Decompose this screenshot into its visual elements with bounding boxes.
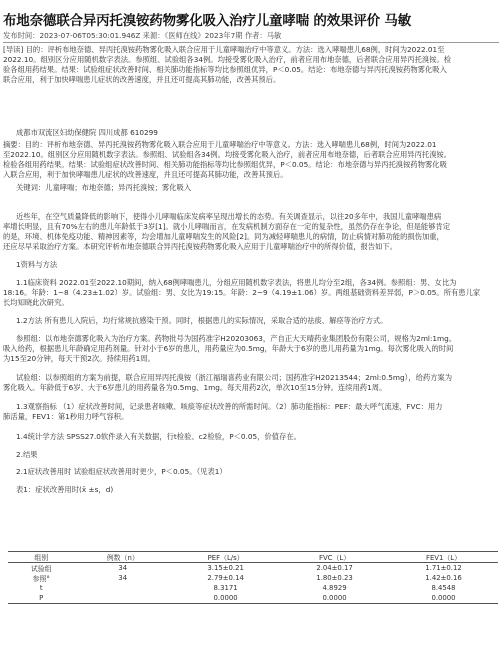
clinical-data-line: 1.1临床资料 2022.01至2022.10期间，纳入68例哮喘患儿，分组应用随机数字表法，将患儿均分至2组，各34例。参照组：男、女比为 bbox=[16, 278, 457, 287]
table-cell: 1.42±0.16 bbox=[425, 574, 462, 582]
table-header: FVC（L） bbox=[280, 552, 389, 563]
table-cell: 34 bbox=[118, 564, 128, 572]
summary-line: 检验各组用药结果。结果：试验组症状改善时间、相关肺功能指标等均比参照组优异，P＜0.05。结论：布地奈德与异丙托溴铵药物雾化吸 bbox=[3, 160, 447, 169]
table-cell: 1.71±0.12 bbox=[425, 564, 462, 572]
table-cell: 8.3171 bbox=[213, 584, 238, 592]
observation-line: 1.3观察指标 （1）症状改善时间，记录患者咳嗽、咳痰等症状改善的所需时间。（2）肺功能指标：PEF：最大呼气流速，FVC：用力 bbox=[16, 402, 443, 411]
clinical-data-line: 18:16。年龄：1~8（4.23±1.02）岁。试验组：男、女比为19:15。年龄：2~9（4.19±1.06）岁。两组基础资料差异弱，P＞0.05。所有患儿家 bbox=[3, 288, 481, 297]
keywords: 关键词：儿童哮喘；布地奈德；异丙托溴铵；雾化吸入 bbox=[16, 183, 192, 192]
control-group-line: 参照组：以布地奈德雾化吸入为治疗方案。药物批号为国药准字H20203063，产自正大天晴药业集团股份有限公司，规格为2ml:1mg。 bbox=[16, 334, 457, 343]
results-table bbox=[8, 551, 498, 604]
abstract-line: 验各组用药结果。结果：试验组症状改善时间、相关肺功能指标等均比参照组优异，P＜0.05。结论：布地奈德与异丙托溴铵药物雾化吸入 bbox=[3, 65, 447, 74]
abstract-line: 联合应用，利于加快哮喘患儿症状的改善速度，并且还可提高其肺功能，改善其预后。 bbox=[3, 75, 281, 84]
intro-line: 的是，环境、机体免疫功能、精神因素等，均会增加儿童哮喘发生的风险[2]。同为减轻哮喘患儿的病情，防止病情对肺功能的损伤加重， bbox=[3, 232, 444, 241]
summary-line: 至2022.10。组别区分应用随机数字表法。参照组、试验组各34例。均接受雾化吸入治疗，前者应用布地奈德，后者联合应用异丙托溴铵。 bbox=[3, 150, 452, 159]
results-heading: 2.结果 bbox=[16, 450, 38, 459]
table-cell: 试验组 bbox=[30, 565, 52, 573]
table-cell: t bbox=[39, 584, 43, 592]
results-line: 2.1症状改善用时 试验组症状改善用时更少，P＜0.05。（见表1） bbox=[16, 467, 227, 476]
table-header-row bbox=[8, 552, 498, 563]
abstract-line: 2022.10。组别区分应用随机数字表法。参照组、试验组各34例。均接受雾化吸入治疗，前者应用布地奈德，后者联合应用异丙托溴铵。检 bbox=[3, 55, 452, 64]
table-row bbox=[8, 573, 498, 583]
table-header: 例数（n） bbox=[74, 552, 171, 563]
table-row bbox=[8, 593, 498, 604]
table-cell: 0.0000 bbox=[389, 593, 498, 604]
table-cell: 2.04±0.17 bbox=[316, 564, 353, 572]
table-cell: 0.0000 bbox=[171, 593, 280, 604]
control-group-line: 为15至20分钟，每天干预2次。持续用药1周。 bbox=[3, 354, 155, 363]
control-group-line: 吸入给药，根据患儿年龄确定用药剂量。针对小于6岁的患儿，用药量应为0.5mg，年龄大于6岁的患儿用药量为1mg。每次雾化吸入的时间 bbox=[3, 344, 454, 353]
table-row bbox=[8, 563, 498, 574]
table-cell: 0.0000 bbox=[280, 593, 389, 604]
table-header: 组别 bbox=[8, 552, 74, 563]
intro-line: 率增长明显，且有70%左右的患儿年龄低于3岁[1]。就小儿哮喘而言，在发病机制方面存在一定的复杂性，虽然仍存在争论，但是能够肯定 bbox=[3, 222, 451, 231]
table-cell: P bbox=[8, 593, 74, 604]
table-cell: 2.79±0.14 bbox=[207, 574, 244, 582]
affiliation: 成都市双流区妇幼保健院 四川成都 610299 bbox=[16, 128, 158, 137]
clinical-data-line: 长均知晓此次研究。 bbox=[3, 298, 69, 307]
table-cell: 参照° bbox=[32, 575, 50, 583]
table-cell: 3.15±0.21 bbox=[207, 564, 244, 572]
summary-line: 入联合应用，利于加快哮喘患儿症状的改善速度，并且还可提高其肺功能，改善其预后。 bbox=[3, 170, 288, 179]
divider bbox=[3, 42, 499, 43]
section-heading: 1资料与方法 bbox=[16, 260, 58, 269]
statistics-line: 1.4统计学方法 SPSS27.0软件录入有关数据，行t检验、c2检验，P＜0.05，价值存在。 bbox=[16, 432, 301, 441]
table-cell bbox=[74, 583, 171, 593]
observation-line: 肺活量，FEV1：第1秒用力呼气容积。 bbox=[3, 412, 129, 421]
abstract-line: [导读] 目的：评析布地奈德、异丙托溴铵药物雾化吸入联合应用于儿童哮喘治疗中等意义。方法：选入哮喘患儿68例，时间为2022.01至 bbox=[3, 45, 445, 54]
table-cell bbox=[74, 593, 171, 604]
table-row bbox=[8, 583, 498, 593]
intro-line: 近些年，在空气质量降低的影响下，使得小儿哮喘临床发病率呈现出增长的态势。有关调查显示，以往20多年中，我国儿童哮喘患病 bbox=[16, 212, 442, 221]
intro-line: 还应尽早采取治疗方案。本研究评析布地奈德联合异丙托溴铵药物雾化吸入应用于儿童哮喘治疗中的所得价值，报告如下。 bbox=[3, 242, 398, 251]
test-group-line: 雾化吸入。年龄低于6岁、大于6岁患儿的用药量各为0.5mg、1mg。每天用药2次，单次10至15分钟。连续用药1周。 bbox=[3, 383, 387, 392]
table-cell: 1.80±0.23 bbox=[316, 574, 353, 582]
table-header: FEV1（L） bbox=[389, 552, 498, 563]
publish-meta: 发布时间：2023-07-06T05:30:01.946Z 来源：《医师在线》2023年7期 作者：马敏 bbox=[3, 31, 282, 40]
table-caption: 表1：症状改善用时(x̄ ±s，d) bbox=[16, 485, 114, 494]
table-cell: 34 bbox=[118, 574, 128, 582]
summary-line: 摘要：目的：评析布地奈德、异丙托溴铵药物雾化吸入联合应用于儿童哮喘治疗中等意义。方法：选入哮喘患儿68例，时间为2022.01 bbox=[3, 140, 437, 149]
test-group-line: 试验组：以参照组的方案为前提，联合应用异丙托溴铵（浙江福瑞喜药业有限公司；国药准字H20213544；2ml:0.5mg），给药方案为 bbox=[16, 373, 453, 382]
table-header: PEF（L/s） bbox=[171, 552, 280, 563]
table-cell: 8.4548 bbox=[431, 584, 456, 592]
table-cell: 4.8929 bbox=[322, 584, 347, 592]
methods-line: 1.2方法 所有患儿入院后，均行常规抗感染干预。同时，根据患儿的实际情况，采取合适的祛痰、解痉等治疗方式。 bbox=[16, 316, 388, 325]
article-title: 布地奈德联合异丙托溴铵药物雾化吸入治疗儿童哮喘 的效果评价 马敏 bbox=[3, 13, 411, 29]
